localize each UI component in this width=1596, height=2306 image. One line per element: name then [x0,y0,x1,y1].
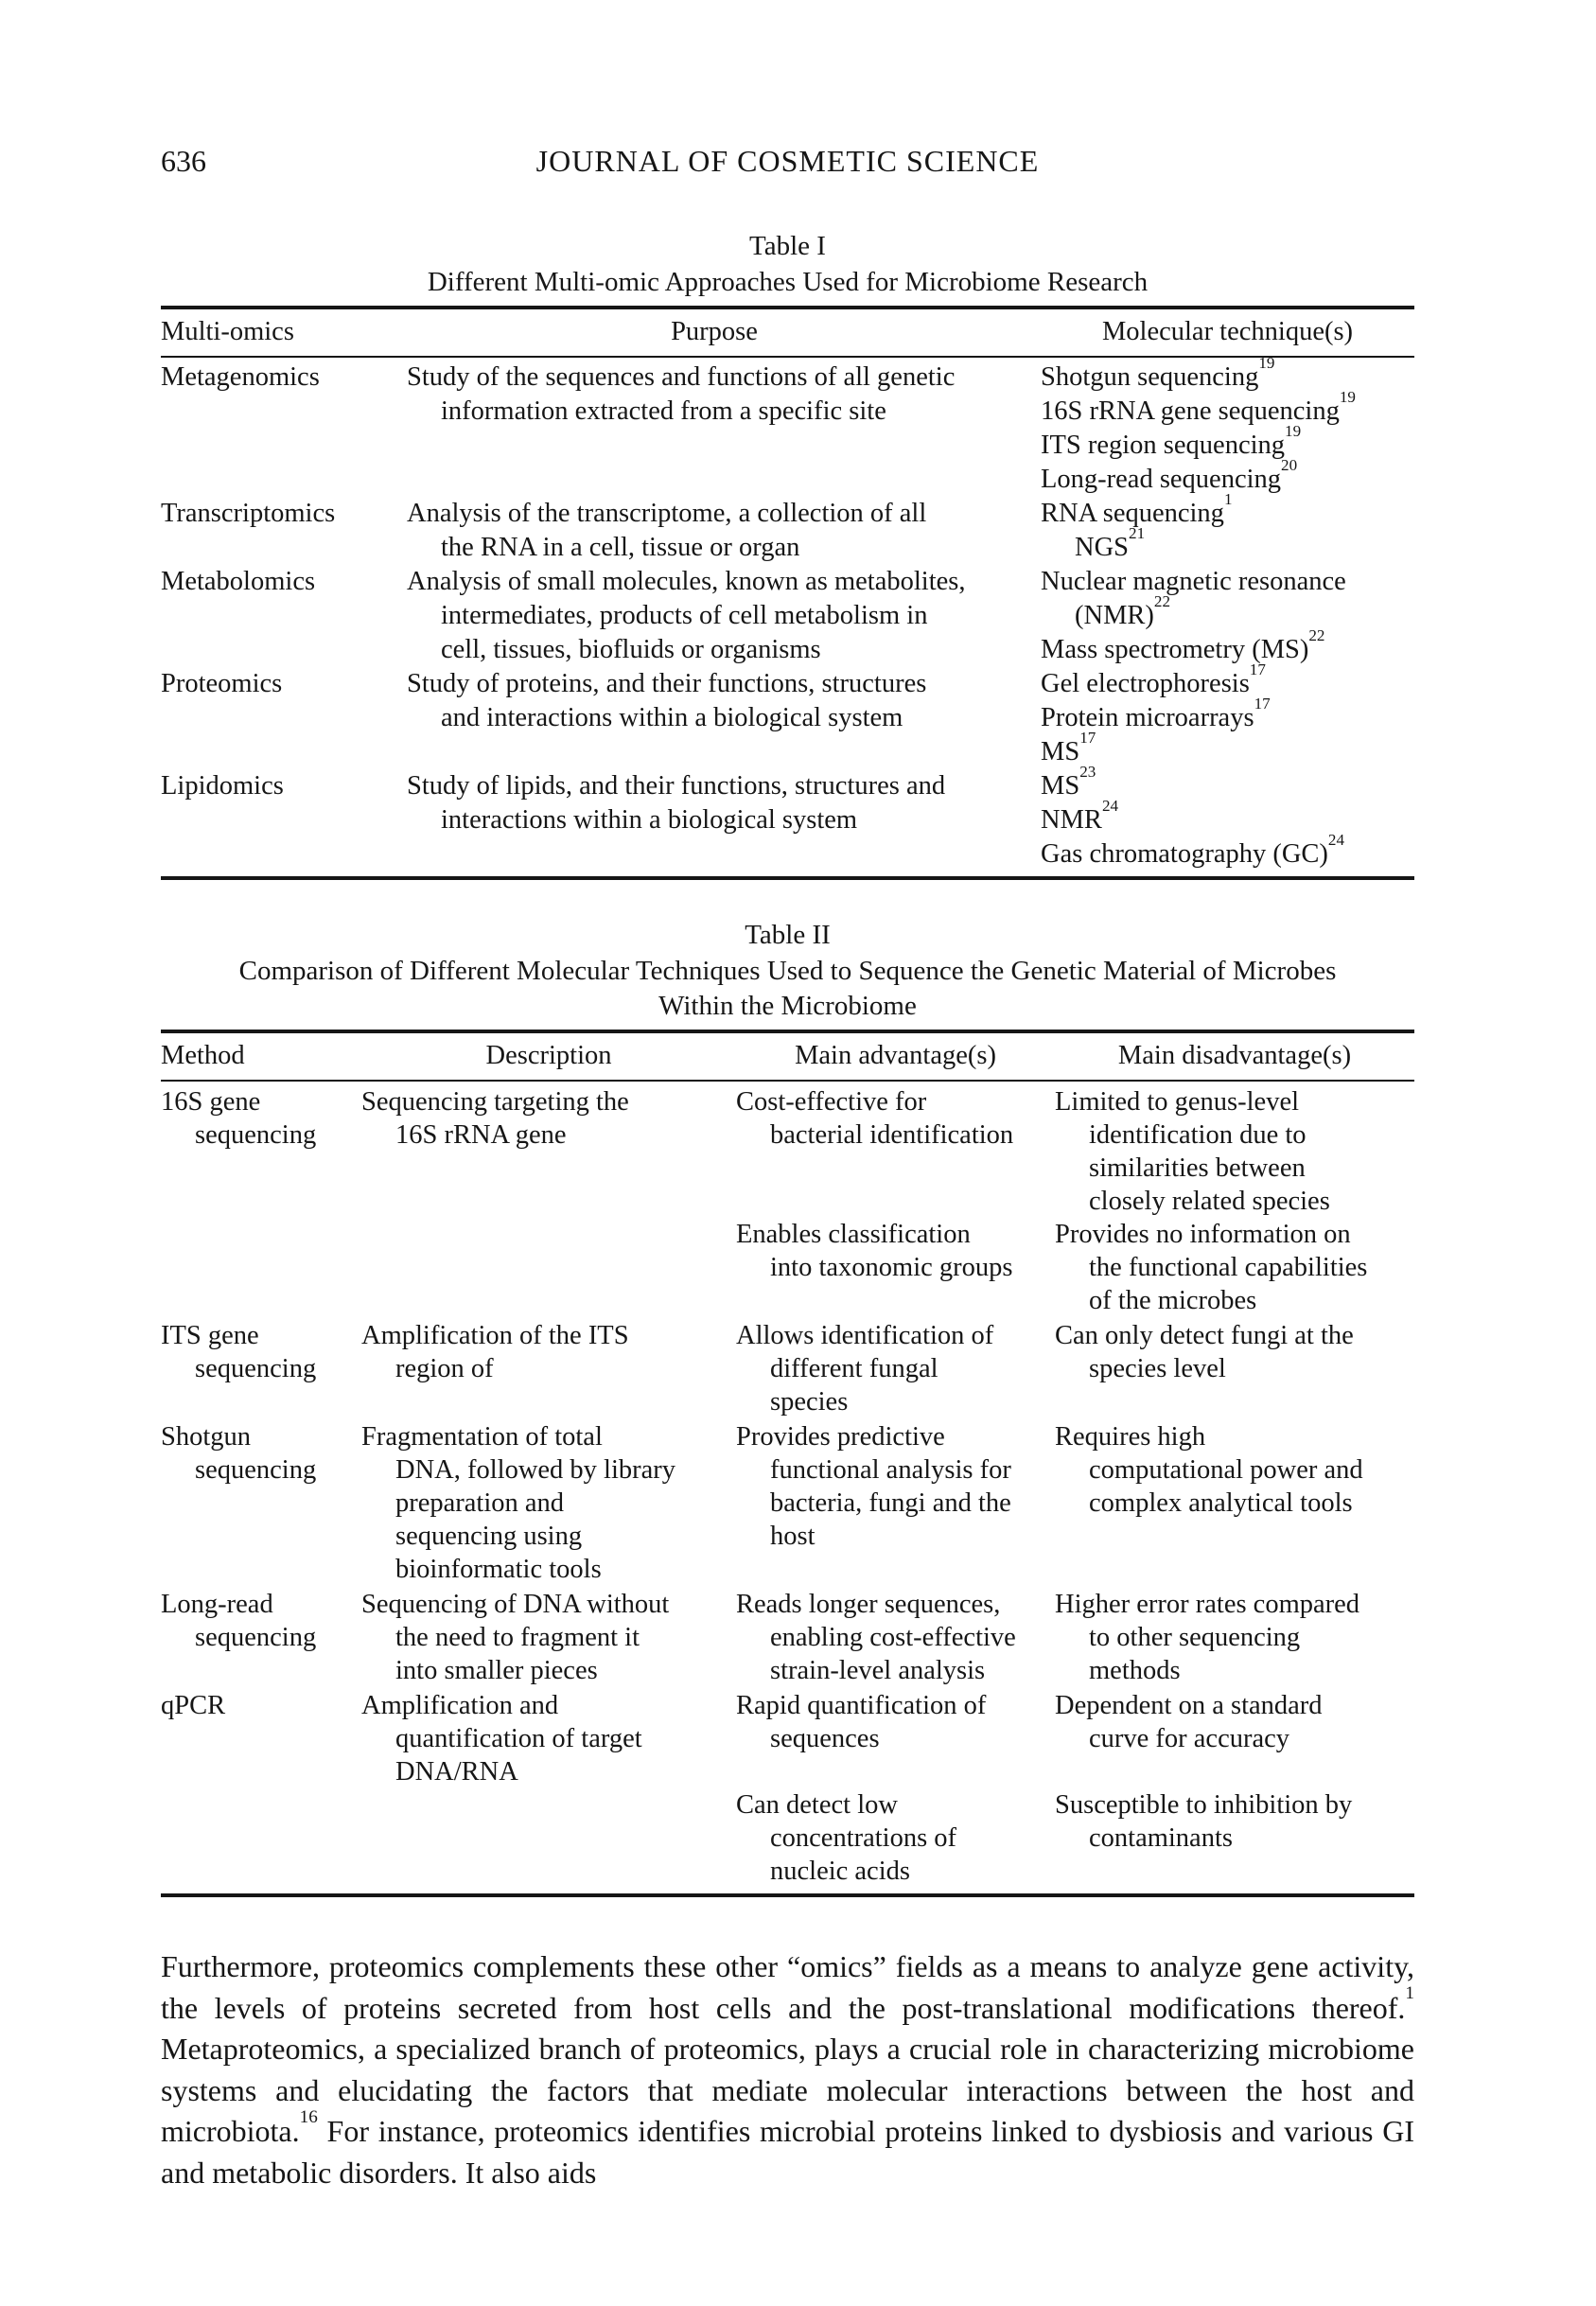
journal-title: JOURNAL OF COSMETIC SCIENCE [535,144,1040,178]
cell-line: MS$^{23}$ [1041,762,1096,801]
multiomics-cell [161,497,388,565]
cell-line: to other sequencing [1089,1623,1301,1652]
table1-title: Table I [749,231,826,261]
advantages-cell [736,1588,1055,1687]
table2-row [161,1084,1414,1318]
purpose-cell [388,667,1041,769]
cell-line: Gel electrophoresis$^{17}$ [1041,660,1266,698]
cell-line: sequencing [195,1354,317,1383]
cell-line: DNA, followed by library [395,1455,676,1485]
table1 [161,306,1414,880]
cell-line: Reads longer sequences, [736,1590,1001,1619]
disadvantages-cell [1055,1420,1414,1586]
cell-line: host [770,1522,816,1551]
purpose-cell [388,361,1041,497]
cell-line: identification due to [1089,1120,1307,1150]
description-cell [361,1420,736,1586]
cell-line: methods [1089,1656,1181,1685]
table1-row [161,353,1414,497]
cell-line: intermediates, products of cell metabolism in [441,601,928,630]
table2-row [161,1587,1414,1688]
cell-line: nucleic acids [770,1857,910,1886]
cell-line: the functional capabilities [1089,1253,1368,1282]
cell-line: (NMR)$^{22}$ [1075,591,1171,630]
cell-line: Amplification of the ITS [361,1321,629,1350]
method-cell [161,1420,361,1586]
cell-line: concentrations of [770,1823,957,1853]
cell-line: MS$^{17}$ [1041,728,1096,766]
cell-line: curve for accuracy [1089,1724,1290,1753]
cell-line: Can detect low [736,1790,898,1820]
cell-line: Protein microarrays$^{17}$ [1041,694,1271,732]
cell-line: interactions within a biological system [441,805,858,835]
disadvantages-cell [1055,1689,1414,1888]
cell-line: enabling cost-effective [770,1623,1016,1652]
techniques-cell [1041,565,1414,667]
cell-line: quantification of target [395,1724,642,1753]
advantages-cell [736,1085,1055,1317]
cell-line: different fungal [770,1354,938,1383]
table2-row [161,1688,1414,1889]
table2-caption [161,954,1414,1024]
cell-line: closely related species [1089,1187,1330,1216]
cell-line: NMR$^{24}$ [1041,796,1119,835]
blank-line [736,1755,1055,1788]
description-cell [361,1085,736,1317]
blank-line [736,1152,1055,1185]
cell-line: similarities between [1089,1153,1306,1183]
cell-line: Proteomics [161,669,283,698]
cell-line: the need to fragment it [395,1623,640,1652]
cell-line: bioinformatic tools [395,1555,602,1584]
table2 [161,1030,1414,1897]
cell-line: Higher error rates compared [1055,1590,1360,1619]
cell-line: Dependent on a standard [1055,1691,1323,1720]
cell-line: Rapid quantification of [736,1691,987,1720]
cell-line: NGS$^{21}$ [1075,523,1146,562]
disadvantages-cell [1055,1319,1414,1418]
cell-line: Study of proteins, and their functions, structures [407,669,927,698]
cell-line: Amplification and [361,1691,559,1720]
table1-row [161,660,1414,769]
description-cell [361,1588,736,1687]
table1-row [161,565,1414,667]
cell-line: Lipidomics [161,771,284,801]
purpose-cell [388,769,1041,871]
cell-line: computational power and [1089,1455,1363,1485]
cell-line: Study of the sequences and functions of all genetic [407,362,956,392]
cell-line: and interactions within a biological system [441,703,903,732]
table1-header-row [161,309,1414,358]
advantages-cell [736,1689,1055,1888]
cell-line: Shotgun sequencing$^{19}$ [1041,353,1275,392]
cell-line: sequencing [195,1455,317,1485]
techniques-cell [1041,660,1414,769]
advantages-cell [736,1319,1055,1418]
cell-line: ITS region sequencing$^{19}$ [1041,421,1302,460]
disadvantages-cell [1055,1588,1414,1687]
cell-line: Long-read sequencing$^{20}$ [1041,455,1298,494]
cell-line: of the microbes [1089,1286,1257,1315]
cell-line: Analysis of small molecules, known as metabolites, [407,567,966,596]
cell-line: Metabolomics [161,567,316,596]
table1-col-purpose: Purpose [671,317,758,346]
cell-line: Analysis of the transcriptome, a collection of all [407,499,927,528]
techniques-cell [1041,762,1414,871]
table2-caption-line1: Comparison of Different Molecular Techniques Used to Sequence the Genetic Material of Microbes [238,956,1337,986]
page-content [161,142,1414,2193]
cell-line: Mass spectrometry (MS)$^{22}$ [1041,625,1325,664]
cell-line: sequences [770,1724,880,1753]
cell-line: DNA/RNA [395,1757,518,1787]
cell-line: 16S gene [161,1087,261,1117]
cell-line: complex analytical tools [1089,1488,1353,1518]
table2-caption-line2: Within the Microbiome [658,991,917,1021]
cell-line: contaminants [1089,1823,1233,1853]
cell-line: the RNA in a cell, tissue or organ [441,533,800,562]
table1-caption: Different Multi-omic Approaches Used for Microbiome Research [427,267,1149,297]
cell-line: Sequencing of DNA without [361,1590,670,1619]
cell-line: Study of lipids, and their functions, structures and [407,771,946,801]
multiomics-cell [161,667,388,769]
table1-col-techniques: Molecular technique(s) [1101,317,1354,346]
cell-line: RNA sequencing$^1$ [1041,489,1233,528]
multiomics-cell [161,565,388,667]
cell-line: Nuclear magnetic resonance [1041,567,1346,596]
table1-body [161,353,1414,876]
disadvantages-cell [1055,1085,1414,1317]
cell-line: Transcriptomics [161,499,336,528]
method-cell [161,1319,361,1418]
table1-col-multiomics: Multi-omics [161,317,294,346]
table1-row [161,762,1414,871]
cell-line: 16S rRNA gene [395,1120,567,1150]
cell-line: Gas chromatography (GC)$^{24}$ [1041,830,1345,869]
blank-line [736,1185,1055,1218]
cell-line: preparation and [395,1488,565,1518]
cell-line: Allows identification of [736,1321,994,1350]
cell-line: Long-read [161,1590,273,1619]
table2-col-advantages: Main advantage(s) [795,1041,996,1070]
cell-line: into taxonomic groups [770,1253,1013,1282]
techniques-cell [1041,353,1414,497]
description-cell [361,1319,736,1418]
table2-body [161,1082,1414,1893]
table2-row [161,1419,1414,1587]
table2-col-description: Description [485,1041,612,1070]
cell-line: species [770,1387,849,1417]
cell-line: Provides predictive [736,1422,945,1452]
cell-line: qPCR [161,1691,226,1720]
multiomics-cell [161,361,388,497]
advantages-cell [736,1420,1055,1586]
blank-line [1055,1755,1414,1788]
cell-line: Susceptible to inhibition by [1055,1790,1353,1820]
cell-line: Fragmentation of total [361,1422,603,1452]
cell-line: Provides no information on [1055,1220,1351,1249]
cell-line: Cost-effective for [736,1087,927,1117]
cell-line: Sequencing targeting the [361,1087,629,1117]
cell-line: strain-level analysis [770,1656,986,1685]
multiomics-cell [161,769,388,871]
table2-row [161,1318,1414,1419]
cell-line: Can only detect fungi at the [1055,1321,1354,1350]
cell-line: Limited to genus-level [1055,1087,1300,1117]
techniques-cell [1041,489,1414,565]
table2-title: Table II [745,920,831,950]
cell-line: sequencing [195,1120,317,1150]
cell-line: functional analysis for [770,1455,1011,1485]
page-header [161,142,1414,180]
purpose-cell [388,565,1041,667]
purpose-cell [388,497,1041,565]
spacer [161,880,1414,916]
body-paragraph: Furthermore, proteomics complements these other “omics” fields as a means to analyze gene activity, the levels of proteins secreted from host cells and the post-translational modifications thereof.$^1$ Metaproteomics, a specialized branch of proteomics, plays a crucial role in characterizing microbiome systems and elucidating the factors that mediate molecular interactions between the host and microbiota.$^{16}$ For instance, proteomics identifies microbial proteins linked to dysbiosis and various GI and metabolic disorders. It also aids [161,1949,1414,2190]
table1-row [161,489,1414,565]
cell-line: region of [395,1354,494,1383]
cell-line: ITS gene [161,1321,259,1350]
cell-line: species level [1089,1354,1226,1383]
method-cell [161,1085,361,1317]
table2-col-disadvantages: Main disadvantage(s) [1117,1041,1352,1070]
cell-line: sequencing using [395,1522,583,1551]
cell-line: Metagenomics [161,362,320,392]
cell-line: bacteria, fungi and the [770,1488,1011,1518]
cell-line: 16S rRNA gene sequencing$^{19}$ [1041,387,1356,426]
page-number: 636 [161,144,206,178]
method-cell [161,1689,361,1888]
cell-line: bacterial identification [770,1120,1014,1150]
description-cell [361,1689,736,1888]
cell-line: sequencing [195,1623,317,1652]
cell-line: Enables classification [736,1220,971,1249]
table2-header-row [161,1033,1414,1082]
table2-col-method: Method [161,1041,245,1070]
cell-line: information extracted from a specific site [441,396,886,426]
cell-line: Requires high [1055,1422,1206,1452]
cell-line: Shotgun [161,1422,252,1452]
cell-line: into smaller pieces [395,1656,598,1685]
method-cell [161,1588,361,1687]
cell-line: cell, tissues, biofluids or organisms [441,635,821,664]
